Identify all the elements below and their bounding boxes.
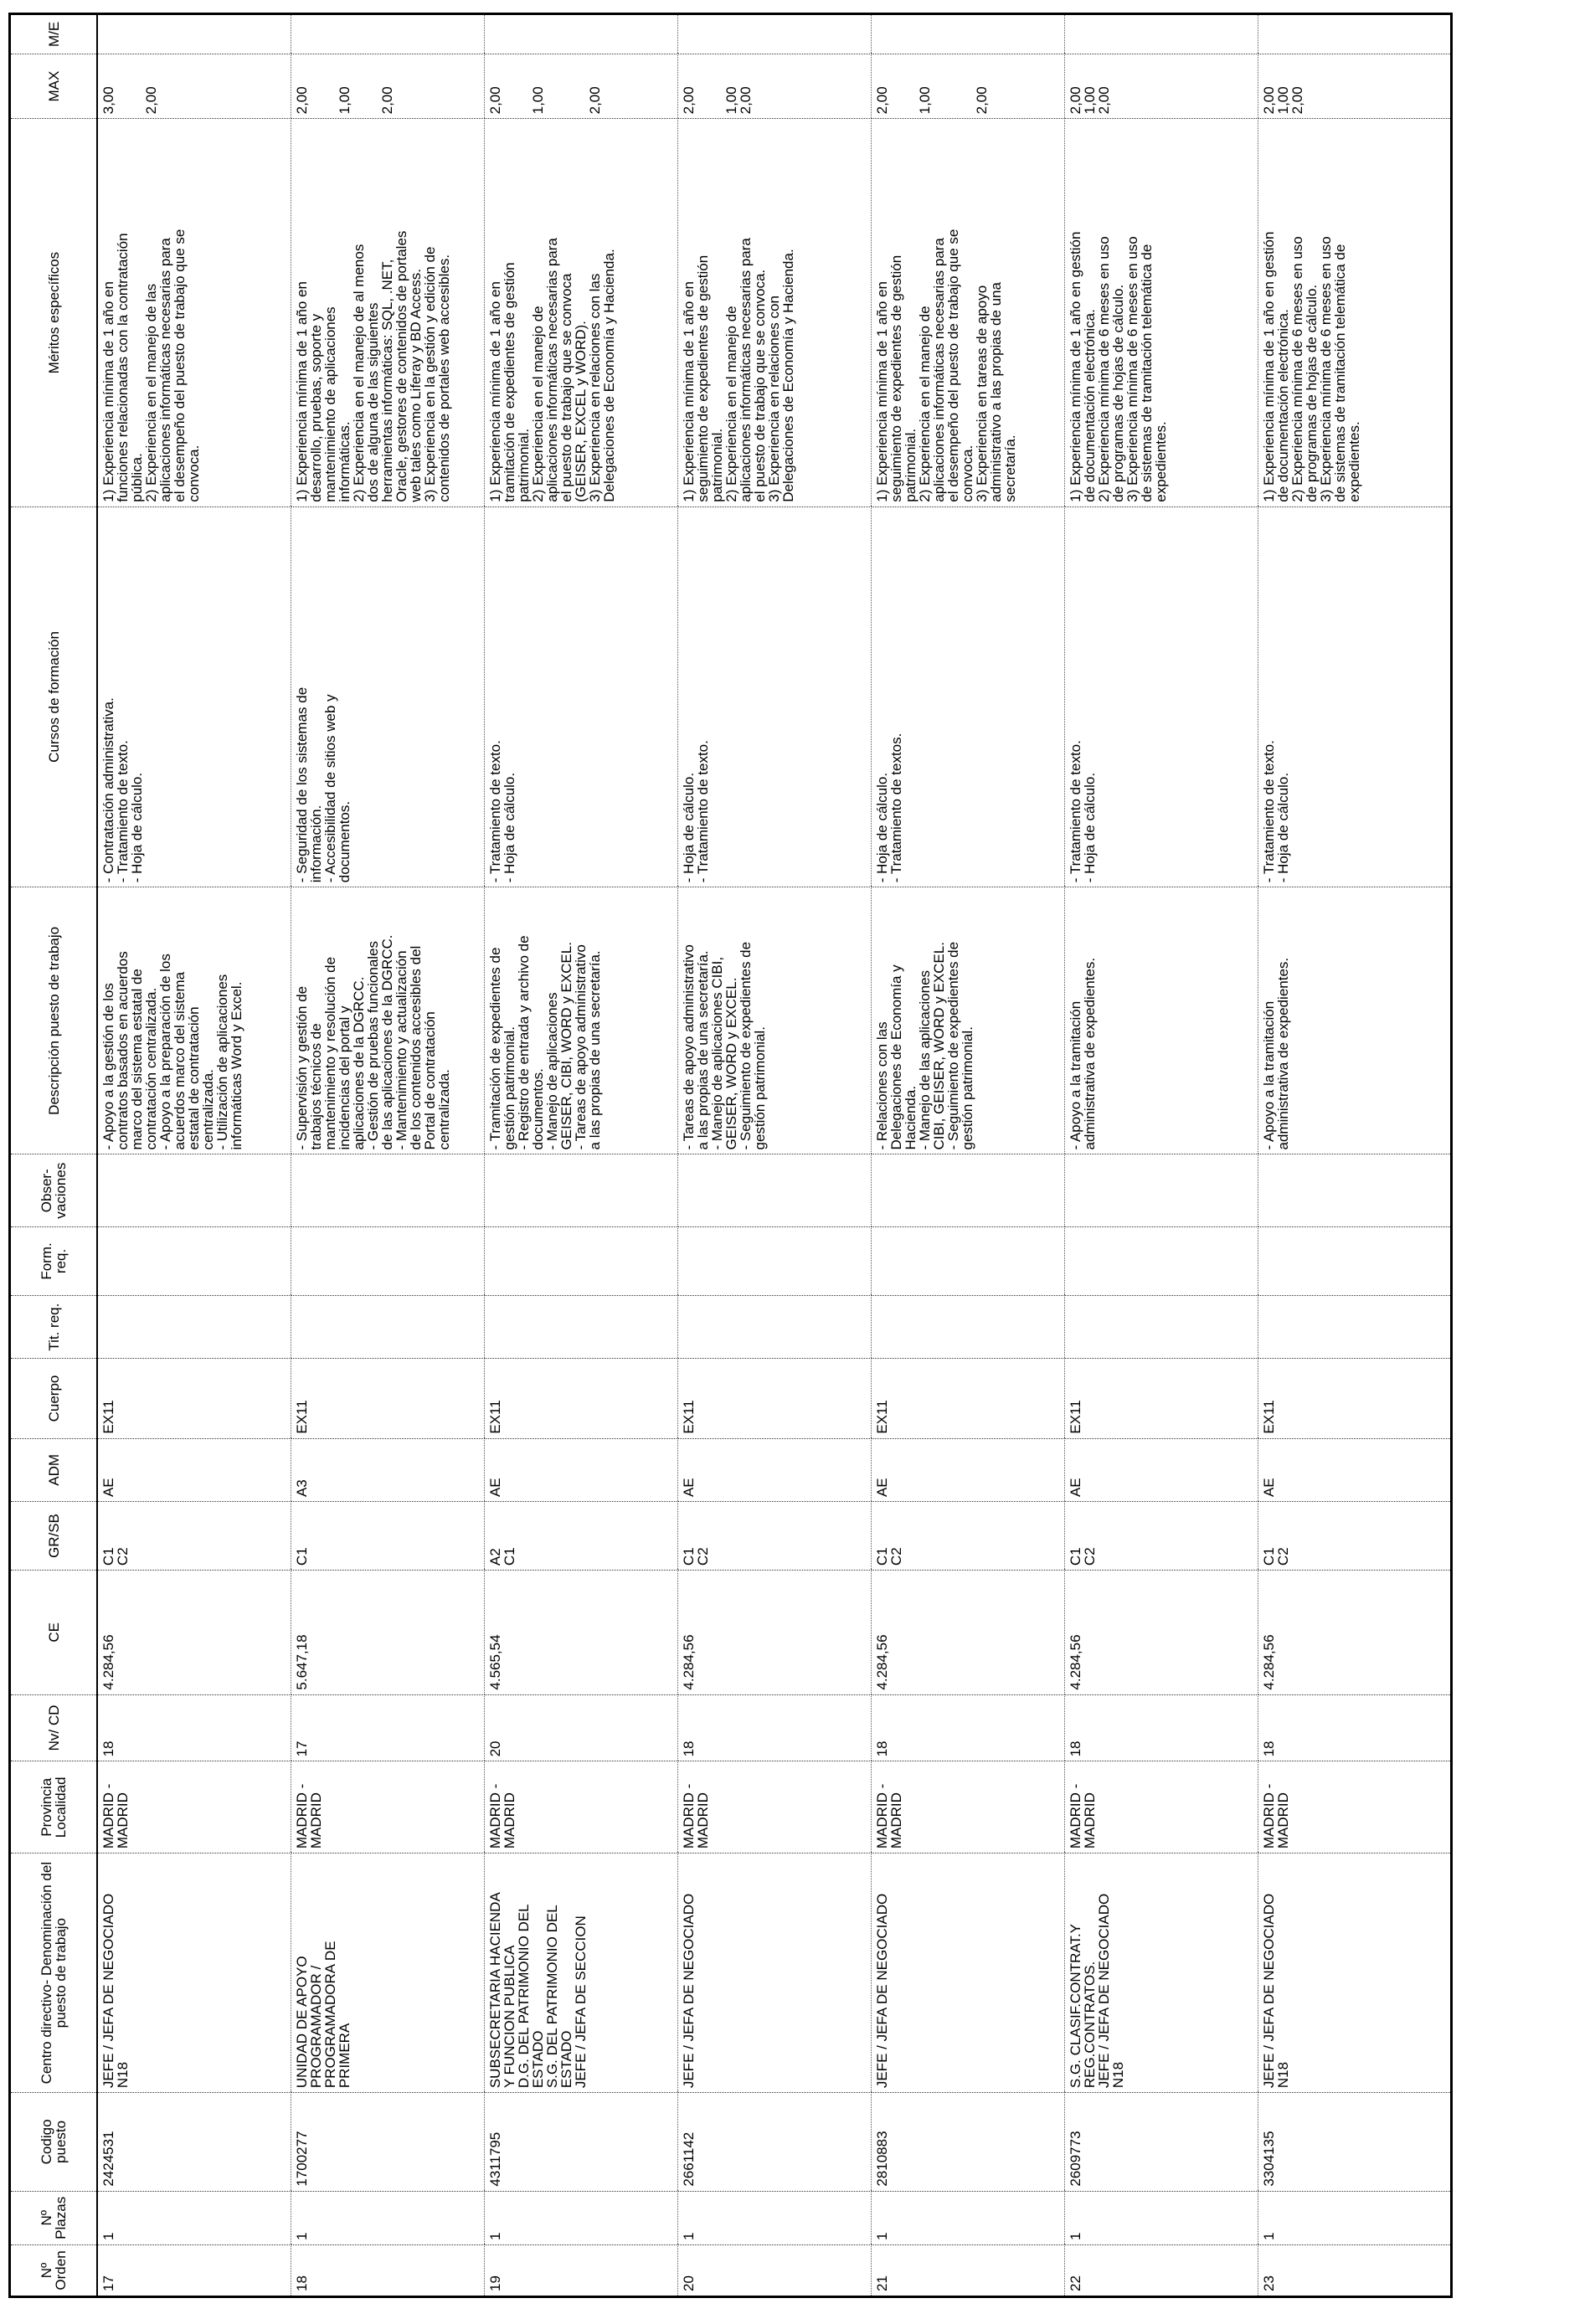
cell-form [677,1226,871,1295]
col-grsb: GR/SB [10,1502,98,1571]
table-row [1064,14,1258,2297]
cell-plazas: 1 [677,2191,871,2244]
cell-centro [1064,1854,1258,2093]
cell-obs [291,1154,484,1226]
cell-nv: 18 [871,1694,1064,1761]
table-row [1258,14,1451,2297]
cell-codigo: 4311795 [484,2093,677,2192]
cell-ce: 4.284,56 [1258,1571,1451,1695]
cell-form [291,1226,484,1295]
cell-form [1258,1226,1451,1295]
cell-provincia: MADRID - MADRID [1258,1761,1451,1854]
col-plazas: Nº Plazas [10,2191,98,2244]
table-row [97,14,291,2297]
centro-puesto: JEFE / JEFA DE NEGOCIADO N18 [1095,1893,1126,2089]
cell-nv: 18 [1064,1694,1258,1761]
cell-tit [291,1295,484,1358]
cell-cursos: - Tratamiento de texto. - Hoja de cálculo. [484,506,677,887]
centro-directivo-heading: UNIDAD DE APOYO [293,1956,310,2089]
col-ce: CE [10,1571,98,1695]
cell-max: 2,00 1,00 2,00 [1064,54,1258,119]
cell-nv: 18 [97,1694,291,1761]
cell-form [484,1226,677,1295]
cell-desc: - Tareas de apoyo administrativo a las propias de una secretaría. - Manejo de aplicaciones CIBI, GEISER, WORD y EXCEL. - Seguimiento de expedientes de gestión patrimonial. [677,887,871,1154]
cell-adm: AE [1258,1438,1451,1501]
cell-provincia: MADRID - MADRID [1064,1761,1258,1854]
cell-centro: JEFE / JEFA DE NEGOCIADO [677,1854,871,2093]
cell-nv: 18 [1258,1694,1451,1761]
cell-desc: - Tramitación de expedientes de gestión patrimonial. - Registro de entrada y archivo de documentos. - Manejo de aplicaciones GEISER, CIBI, WORD y EXCEL. - Tareas de apoyo administrativo a las propias de una secretaría. [484,887,677,1154]
cell-me [97,14,291,54]
cell-codigo: 2424531 [97,2093,291,2192]
cell-ce: 4.284,56 [677,1571,871,1695]
header-row [10,14,98,2297]
cell-meritos: 1) Experiencia mínima de 1 año en seguimiento de expedientes de gestión patrimonial. 2) Experiencia en el manejo de aplicaciones informáticas necesarias para el desempeño del puesto de trabajo que se convoca. 3) Experiencia en tareas de apoyo administrativo a las propias de una secretaría. [871,119,1064,506]
cell-cuerpo: EX11 [677,1359,871,1438]
cell-grsb: C1 C2 [871,1502,1064,1571]
cell-tit [1064,1295,1258,1358]
cell-max: 2,00 1,00 2,00 [484,54,677,119]
cell-cuerpo: EX11 [1258,1359,1451,1438]
col-cursos: Cursos de formación [10,506,98,887]
cell-desc: - Apoyo a la tramitación administrativa de expedientes. [1258,887,1451,1154]
col-me: M/E [10,14,98,54]
table-row [484,14,677,2297]
cell-codigo: 2810883 [871,2093,1064,2192]
cell-nv: 17 [291,1694,484,1761]
cell-adm: AE [871,1438,1064,1501]
cell-meritos: 1) Experiencia mínima de 1 año en funciones relacionadas con la contratación pública. 2) Experiencia en el manejo de las aplicaciones informáticas necesarias para el desempeño del puesto de trabajo que se convoca. [97,119,291,506]
cell-form [97,1226,291,1295]
cell-adm: AE [97,1438,291,1501]
table-row [677,14,871,2297]
cell-codigo: 1700277 [291,2093,484,2192]
col-desc: Descripción puesto de trabajo [10,887,98,1154]
cell-ce: 4.284,56 [1064,1571,1258,1695]
cell-ce: 5.647,18 [291,1571,484,1695]
cell-plazas: 1 [484,2191,677,2244]
cell-tit [871,1295,1064,1358]
cell-cursos: - Contratación administrativa. - Tratamiento de texto. - Hoja de cálculo. [97,506,291,887]
cell-plazas: 1 [291,2191,484,2244]
cell-desc: - Supervisión y gestión de trabajos técnicos de mantenimiento y resolución de incidencias del portal y aplicaciones de la DGRCC. - Gestión de pruebas funcionales de las aplicaciones de la DGRCC. - Mantenimiento y actualización de los contenidos accesibles del Portal de contratación centralizada. [291,887,484,1154]
cell-grsb: C1 C2 [1064,1502,1258,1571]
cell-desc: - Apoyo a la tramitación administrativa de expedientes. [1064,887,1258,1154]
centro-directivo-heading: S.G. CLASIF.CONTRAT.Y REG.CONTRATOS. [1067,1923,1098,2089]
cell-form [1064,1226,1258,1295]
cell-orden: 21 [871,2244,1064,2296]
cell-adm: AE [484,1438,677,1501]
cell-cursos: - Tratamiento de texto. - Hoja de cálculo. [1064,506,1258,887]
cell-cursos: - Hoja de cálculo. - Tratamiento de texto. [677,506,871,887]
cell-orden: 19 [484,2244,677,2296]
cell-adm: A3 [291,1438,484,1501]
col-centro: Centro directivo- Denominación del puesto de trabajo [10,1854,98,2093]
cell-obs [871,1154,1064,1226]
col-codigo: Codigo puesto [10,2093,98,2192]
col-obs: Obser- vaciones [10,1154,98,1226]
cell-max: 3,00 2,00 [97,54,291,119]
cell-ce: 4.284,56 [871,1571,1064,1695]
col-cuerpo: Cuerpo [10,1359,98,1438]
cell-grsb: C1 [291,1502,484,1571]
cell-meritos: 1) Experiencia mínima de 1 año en seguimiento de expedientes de gestión patrimonial. 2) Experiencia en el manejo de aplicaciones informáticas necesarias para el puesto de trabajo que se convoca. 3) Experiencia en relaciones con Delegaciones de Economía y Hacienda. [677,119,871,506]
col-max: MAX [10,54,98,119]
col-form: Form. req. [10,1226,98,1295]
cell-ce: 4.565,54 [484,1571,677,1695]
cell-max: 2,00 1,00 2,00 [291,54,484,119]
cell-centro [484,1854,677,2093]
cell-plazas: 1 [97,2191,291,2244]
cell-plazas: 1 [1064,2191,1258,2244]
cell-grsb: C1 C2 [97,1502,291,1571]
cell-cuerpo: EX11 [1064,1359,1258,1438]
cell-meritos: 1) Experiencia mínima de 1 año en tramitación de expedientes de gestión patrimonial. 2) Experiencia en el manejo de aplicaciones informáticas necesarias para el puesto de trabajo que se convoca (GEISER, EXCEL y WORD). 3) Experiencia en relaciones con las Delegaciones de Economía y Hacienda. [484,119,677,506]
cell-codigo: 2609773 [1064,2093,1258,2192]
cell-provincia: MADRID - MADRID [484,1761,677,1854]
centro-directivo-heading: SUBSECRETARIA HACIENDA Y FUNCION PUBLICA D.G. DEL PATRIMONIO DEL ESTADO S.G. DEL PATRIMONIO DEL ESTADO [486,1892,574,2089]
cell-centro: JEFE / JEFA DE NEGOCIADO N18 [97,1854,291,2093]
cell-orden: 22 [1064,2244,1258,2296]
cell-nv: 20 [484,1694,677,1761]
cell-meritos: 1) Experiencia mínima de 1 año en gestión de documentación electrónica. 2) Experiencia mínima de 6 meses en uso de programas de hojas de cálculo. 3) Experiencia mínima de 6 meses en uso de sistemas de tramitación telemática de expedientes. [1064,119,1258,506]
col-nv: Nv/ CD [10,1694,98,1761]
cell-tit [97,1295,291,1358]
cell-tit [1258,1295,1451,1358]
cell-adm: AE [677,1438,871,1501]
cell-me [291,14,484,54]
cell-tit [677,1295,871,1358]
cell-ce: 4.284,56 [97,1571,291,1695]
cell-max: 2,00 1,00 2,00 [871,54,1064,119]
col-provincia: Provincia Localidad [10,1761,98,1854]
cell-grsb: A2 C1 [484,1502,677,1571]
cell-cuerpo: EX11 [871,1359,1064,1438]
cell-adm: AE [1064,1438,1258,1501]
cell-me [484,14,677,54]
cell-max: 2,00 1,00 2,00 [1258,54,1451,119]
cell-centro: JEFE / JEFA DE NEGOCIADO N18 [1258,1854,1451,2093]
cell-cursos: - Hoja de cálculo. - Tratamiento de textos. [871,506,1064,887]
col-tit: Tit. req. [10,1295,98,1358]
cell-nv: 18 [677,1694,871,1761]
cell-grsb: C1 C2 [1258,1502,1451,1571]
cell-obs [1064,1154,1258,1226]
centro-puesto: JEFE / JEFA DE SECCION [572,1915,589,2089]
table-row [291,14,484,2297]
col-adm: ADM [10,1438,98,1501]
cell-cursos: - Seguridad de los sistemas de información. - Accesibilidad de sitios web y documentos. [291,506,484,887]
cell-desc: - Apoyo a la gestión de los contratos basados en acuerdos marco del sistema estatal de contratación centralizada. - Apoyo a la preparación de los acuerdos marco del sistema estatal de contratación centralizada. - Utilización de aplicaciones informáticas Word y Excel. [97,887,291,1154]
cell-orden: 18 [291,2244,484,2296]
cell-max: 2,00 1,00 2,00 [677,54,871,119]
cell-cuerpo: EX11 [484,1359,677,1438]
cell-centro [291,1854,484,2093]
cell-obs [484,1154,677,1226]
cell-codigo: 2661142 [677,2093,871,2192]
job-positions-table [8,13,1453,2298]
cell-provincia: MADRID - MADRID [871,1761,1064,1854]
cell-cuerpo: EX11 [97,1359,291,1438]
centro-puesto: PROGRAMADOR / PROGRAMADORA DE PRIMERA [307,1941,352,2089]
cell-desc: - Relaciones con las Delegaciones de Economía y Hacienda. - Manejo de las aplicaciones CIBI, GEISER, WORD y EXCEL. - Seguimiento de expedientes de gestión patrimonial. [871,887,1064,1154]
cell-cursos: - Tratamiento de texto. - Hoja de cálculo. [1258,506,1451,887]
cell-meritos: 1) Experiencia mínima de 1 año en desarrollo, pruebas, soporte y mantenimiento de aplicaciones informáticas. 2) Experiencia en el manejo de al menos dos de alguna de las siguientes herramientas informáticas: SQL, .NET, Oracle, gestores de contenidos de portales web tales como Liferay y BD Access. 3) Experiencia en la gestión y edición de contenidos de portales web accesibles. [291,119,484,506]
cell-form [871,1226,1064,1295]
cell-centro: JEFE / JEFA DE NEGOCIADO [871,1854,1064,2093]
cell-me [871,14,1064,54]
cell-meritos: 1) Experiencia mínima de 1 año en gestión de documentación electrónica. 2) Experiencia mínima de 6 meses en uso de programas de hojas de cálculo. 3) Experiencia mínima de 6 meses en uso de sistemas de tramitación telemática de expedientes. [1258,119,1451,506]
cell-obs [97,1154,291,1226]
cell-tit [484,1295,677,1358]
cell-orden: 20 [677,2244,871,2296]
cell-cuerpo: EX11 [291,1359,484,1438]
cell-codigo: 3304135 [1258,2093,1451,2192]
cell-provincia: MADRID - MADRID [291,1761,484,1854]
cell-me [1064,14,1258,54]
cell-obs [677,1154,871,1226]
cell-plazas: 1 [1258,2191,1451,2244]
cell-grsb: C1 C2 [677,1502,871,1571]
cell-me [1258,14,1451,54]
col-orden: Nº Orden [10,2244,98,2296]
cell-provincia: MADRID - MADRID [97,1761,291,1854]
cell-plazas: 1 [871,2191,1064,2244]
table-row [871,14,1064,2297]
cell-orden: 17 [97,2244,291,2296]
col-meritos: Méritos específicos [10,119,98,506]
cell-obs [1258,1154,1451,1226]
cell-me [677,14,871,54]
cell-provincia: MADRID - MADRID [677,1761,871,1854]
cell-orden: 23 [1258,2244,1451,2296]
